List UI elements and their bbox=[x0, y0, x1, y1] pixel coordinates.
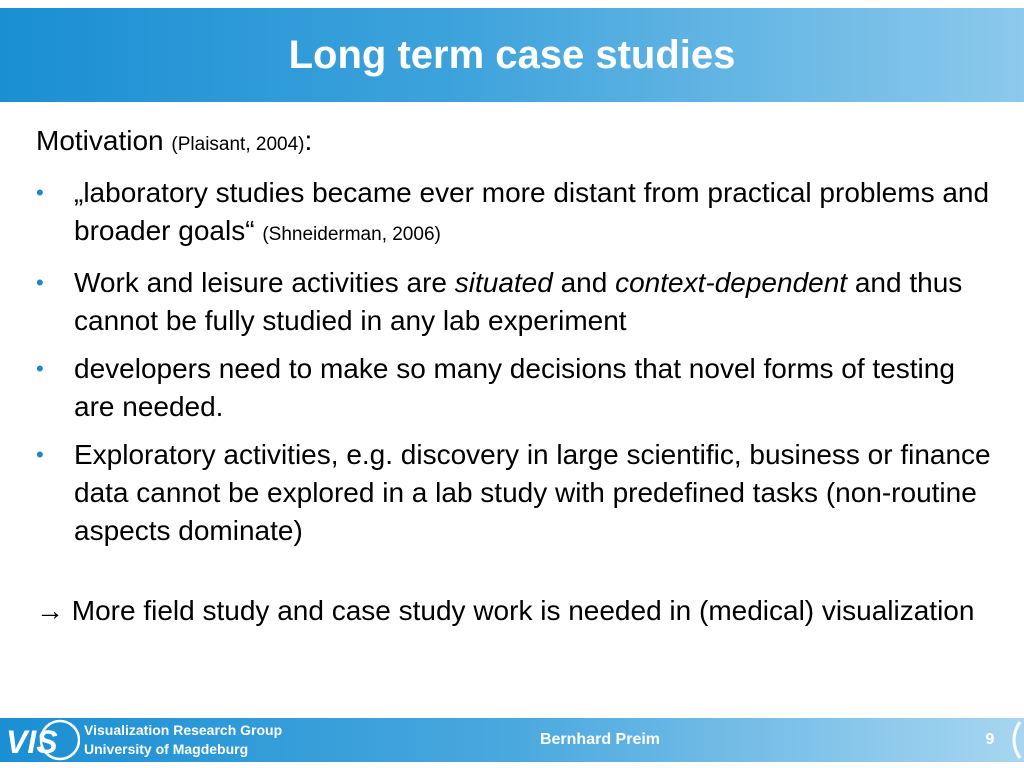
group-line-2: University of Magdeburg bbox=[84, 741, 249, 757]
bullet-text-part: and bbox=[552, 267, 616, 298]
motivation-colon: : bbox=[304, 125, 313, 156]
bullet-item bbox=[36, 436, 996, 550]
bullet-list bbox=[36, 174, 996, 550]
slide-title: Long term case studies bbox=[288, 33, 736, 77]
bullet-item bbox=[36, 264, 996, 340]
bullet-citation: (Shneiderman, 2006) bbox=[262, 224, 441, 245]
bullet-item bbox=[36, 174, 996, 254]
footer-bar bbox=[0, 718, 1024, 762]
conclusion-text: → More field study and case study work is needed in (medical) visualization bbox=[36, 595, 975, 626]
bullet-text-part: Work and leisure activities are bbox=[74, 267, 455, 298]
bullet-quote: „laboratory studies became ever more distant from practical problems and broader goals“ bbox=[74, 177, 990, 246]
bullet-icon: • bbox=[36, 356, 44, 381]
group-name bbox=[84, 721, 282, 759]
bullet-icon: • bbox=[36, 270, 44, 295]
bullet-emphasis: context-dependent bbox=[615, 267, 848, 298]
motivation-citation: (Plaisant, 2004) bbox=[171, 134, 305, 155]
vis-logo-icon bbox=[4, 718, 80, 762]
bullet-text-part: and thus cannot be fully studied in any lab experiment bbox=[74, 267, 963, 336]
logo-text: VIS bbox=[6, 724, 58, 760]
author-name: Bernhard Preim bbox=[539, 731, 661, 748]
bracket-icon bbox=[1004, 718, 1024, 762]
motivation-line bbox=[36, 122, 996, 164]
group-line-1: Visualization Research Group bbox=[84, 722, 283, 738]
bullet-item bbox=[36, 350, 996, 426]
page-number: 9 bbox=[985, 731, 995, 748]
motivation-label: Motivation bbox=[36, 125, 164, 156]
bullet-text: Exploratory activities, e.g. discovery in large scientific, business or finance data cannot be explored in a lab study with predefined tasks (non-routine aspects dominate) bbox=[74, 439, 991, 546]
bullet-text: developers need to make so many decisions that novel forms of testing are needed. bbox=[74, 353, 955, 422]
bullet-icon: • bbox=[36, 180, 44, 205]
bullet-emphasis: situated bbox=[454, 267, 553, 298]
bullet-icon: • bbox=[36, 442, 44, 467]
title-bar bbox=[0, 8, 1024, 102]
slide-content bbox=[36, 122, 996, 630]
